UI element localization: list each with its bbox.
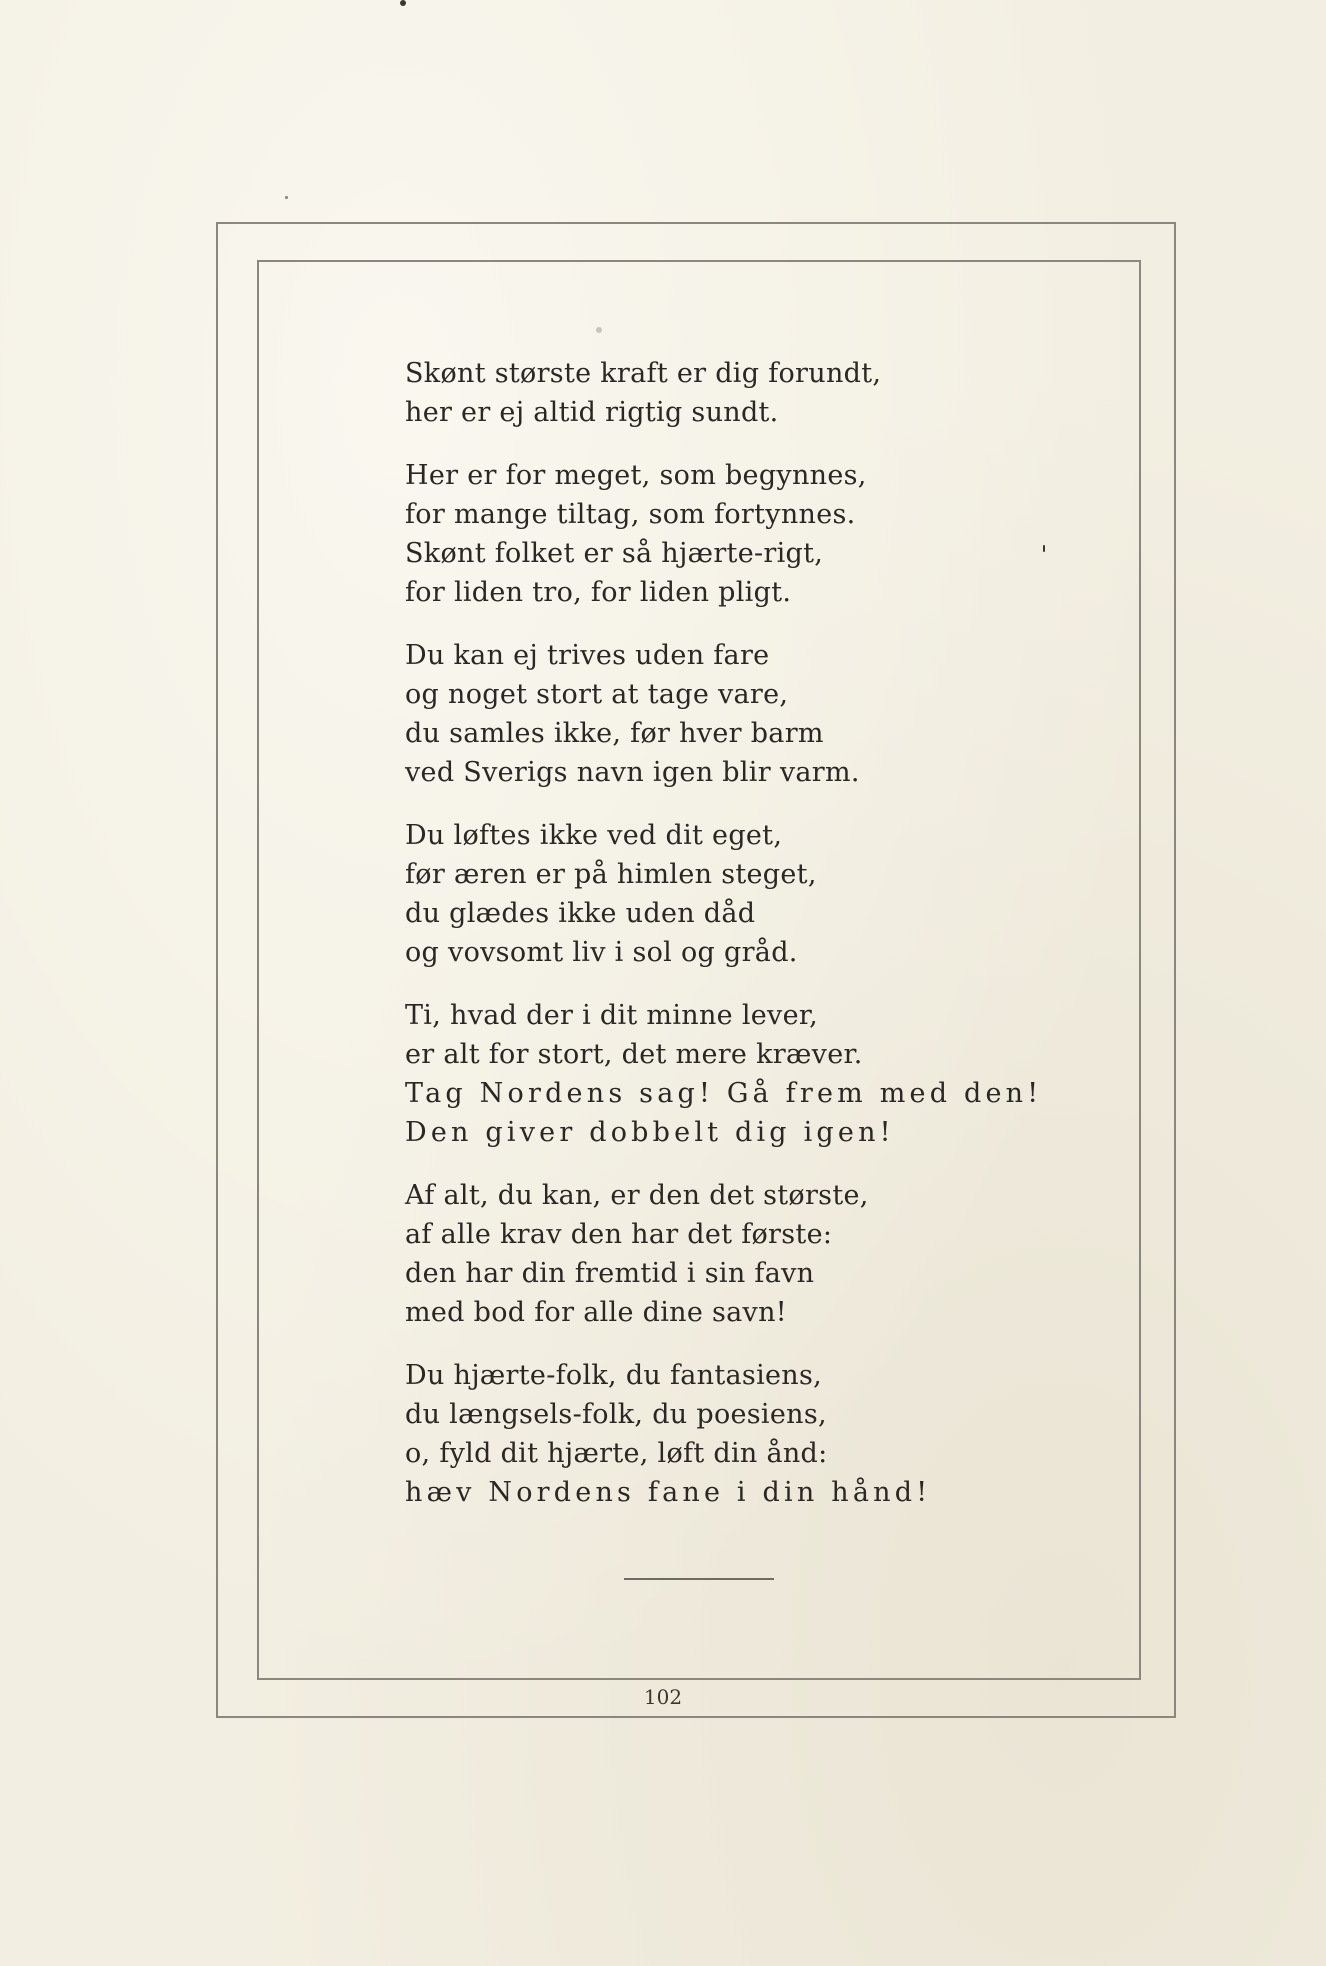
poem-line: og noget stort at tage vare, — [405, 679, 789, 710]
poem-line: ved Sverigs navn igen blir varm. — [405, 757, 860, 788]
poem-line-spaced: Den giver dobbelt dig igen! — [405, 1117, 895, 1148]
poem-line: du glædes ikke uden dåd — [405, 898, 756, 929]
stanza-2 — [405, 456, 1105, 612]
poem-line: Du løftes ikke ved dit eget, — [405, 820, 783, 851]
poem-line: Af alt, du kan, er den det største, — [405, 1180, 869, 1211]
poem-line: og vovsomt liv i sol og gråd. — [405, 937, 798, 968]
poem-text — [405, 354, 1105, 1536]
poem-line: for liden tro, for liden pligt. — [405, 577, 792, 608]
poem-line: o, fyld dit hjærte, løft din ånd: — [405, 1438, 828, 1469]
poem-line-spaced: Tag Nordens sag! Gå frem med den! — [405, 1078, 1043, 1109]
poem-line: Skønt folket er så hjærte-rigt, — [405, 538, 824, 569]
paper-speck — [400, 0, 406, 6]
closing-rule — [624, 1578, 774, 1580]
poem-line: for mange tiltag, som fortynnes. — [405, 499, 856, 530]
poem-line: Ti, hvad der i dit minne lever, — [405, 1000, 818, 1031]
poem-line: af alle krav den har det første: — [405, 1219, 833, 1250]
page-number: 102 — [643, 1685, 683, 1709]
stanza-4 — [405, 816, 1105, 972]
stanza-5 — [405, 996, 1105, 1152]
paper-speck — [285, 196, 288, 199]
poem-line: er alt for stort, det mere kræver. — [405, 1039, 863, 1070]
paper-speck — [596, 327, 602, 333]
poem-line: Her er for meget, som begynnes, — [405, 460, 867, 491]
poem-line: du samles ikke, før hver barm — [405, 718, 824, 749]
stanza-6 — [405, 1176, 1105, 1332]
stanza-7 — [405, 1356, 1105, 1512]
poem-line: du længsels-folk, du poesiens, — [405, 1399, 827, 1430]
poem-line: med bod for alle dine savn! — [405, 1297, 787, 1328]
poem-line: Du kan ej trives uden fare — [405, 640, 770, 671]
poem-line: her er ej altid rigtig sundt. — [405, 397, 779, 428]
poem-line-spaced: hæv Nordens fane i din hånd! — [405, 1477, 932, 1508]
stanza-3 — [405, 636, 1105, 792]
poem-line: før æren er på himlen steget, — [405, 859, 817, 890]
paper-speck — [1043, 545, 1045, 552]
stanza-1 — [405, 354, 1105, 432]
poem-line: Skønt største kraft er dig forundt, — [405, 358, 882, 389]
poem-line: Du hjærte-folk, du fantasiens, — [405, 1360, 823, 1391]
poem-line: den har din fremtid i sin favn — [405, 1258, 815, 1289]
